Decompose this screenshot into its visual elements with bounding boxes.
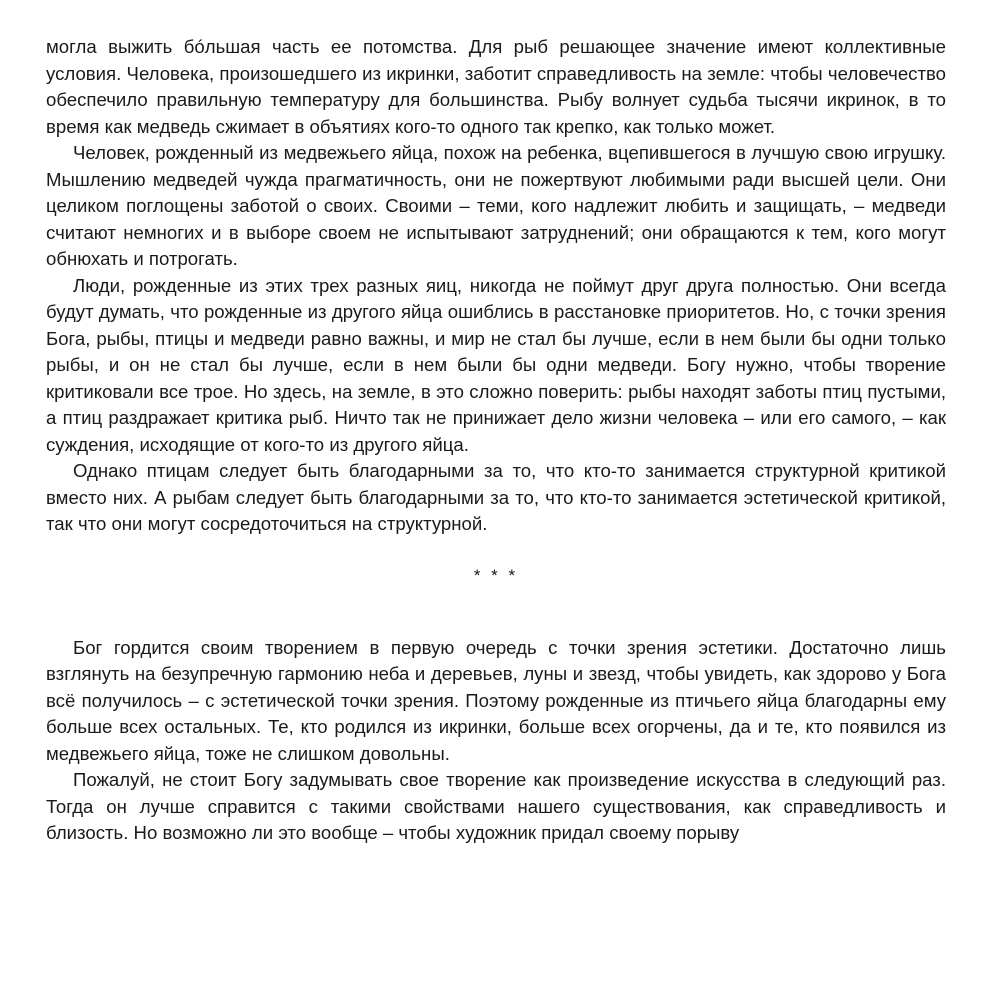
paragraph-1: могла выжить бóльшая часть ее потомства. Для рыб решающее значение имеют коллективные условия. Человека, произошедшего из икринки, заботит справедливость на земле: чтобы человечество обеспечило правильную температуру для большинства. Рыбу волнует судьба тысячи икринок, в то время как медведь сжимает в объятиях кого-то одного так крепко, как только может. [46,36,946,137]
paragraph-3: Люди, рожденные из этих трех разных яиц, никогда не поймут друг друга полностью. Они всегда будут думать, что рожденные из другого яйца ошиблись в расстановке приоритетов. Но, с точки зрения Бога, рыбы, птицы и медведи равно важны, и мир не стал бы лучше, если в нем были бы одни только рыбы, и он не стал бы лучше, если в нем были бы одни медведи. Богу нужно, чтобы творение критиковали все трое. Но здесь, на земле, в это сложно поверить: рыбы находят заботы птиц пустыми, а птиц раздражает критика рыб. Ничто так не принижает дело жизни человека – или его самого, – как суждения, исходящие от кого-то из другого яйца. [46,274,946,455]
paragraph-6: Пожалуй, не стоит Богу задумывать свое творение как произведение искусства в следующий раз. Тогда он лучше справится с такими свойствами нашего существования, как справедливость и близость. Но возможно ли это вообще – чтобы художник придал своему порыву [46,769,946,843]
paragraph-2: Человек, рожденный из медвежьего яйца, похож на ребенка, вцепившегося в лучшую свою игрушку. Мышлению медведей чужда прагматичность, они не пожертвуют любимыми ради высшей цели. Они целиком поглощены заботой о своих. Своими – теми, кого надлежит любить и защищать, – медведи считают немногих и в выборе своем не испытывают затруднений; они обращаются к тем, кого могут обнюхать и потрогать. [46,142,946,269]
paragraph-4: Однако птицам следует быть благодарными за то, что кто-то занимается структурной критикой вместо них. А рыбам следует быть благодарными за то, что кто-то занимается эстетической критикой, так что они могут сосредоточиться на структурной. [46,460,946,534]
paragraph-5: Бог гордится своим творением в первую очередь с точки зрения эстетики. Достаточно лишь взглянуть на безупречную гармонию неба и деревьев, луны и звезд, чтобы увидеть, как здорово у Бога всё получилось – с эстетической точки зрения. Поэтому рожденные из птичьего яйца благодарны ему больше всех остальных. Те, кто родился из икринки, больше всех огорчены, да и те, кто появился из медвежьего яйца, тоже не слишком довольны. [46,636,946,764]
section-separator: * * * [473,565,519,585]
document-page [46,34,946,847]
